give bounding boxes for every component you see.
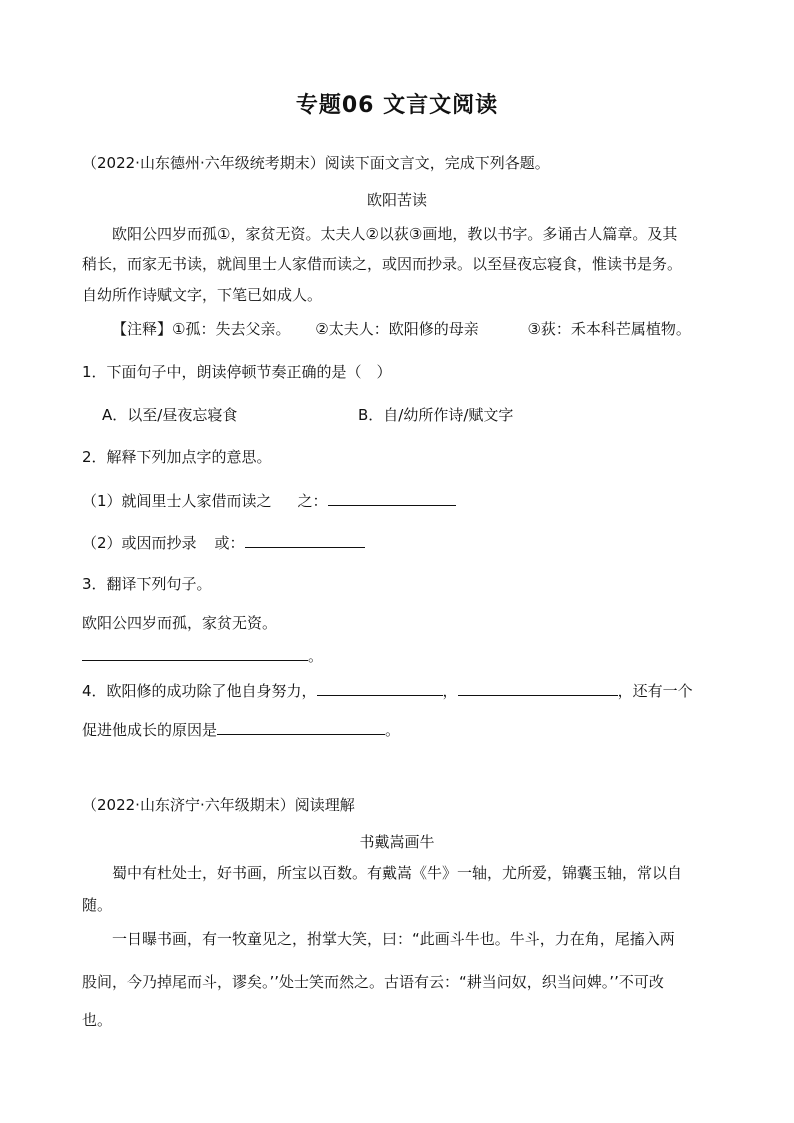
answer-blank[interactable] <box>328 489 456 506</box>
note-item: ①孤：失去父亲。 <box>172 320 291 338</box>
question-2-item-2 <box>82 531 734 554</box>
question-3-answer <box>82 644 734 667</box>
item-word: 或： <box>214 534 245 552</box>
note-item: ②太夫人：欧阳修的母亲 <box>315 320 479 338</box>
item-text: （1）就闾里士人家借而读之 <box>82 492 272 510</box>
answer-blank[interactable] <box>217 718 385 735</box>
section1-passage-line: 稍长，而家无书读，就闾里士人家借而读之，或因而抄录。以至昼夜忘寝食，惟读书是务。 <box>82 255 683 273</box>
question-2-item-1 <box>82 489 734 512</box>
option-b: B．自/幼所作诗/赋文字 <box>358 406 514 424</box>
section2-passage-title: 书戴嵩画牛 <box>359 833 435 851</box>
section2-passage-line: 股间，今乃掉尾而斗，谬矣。’’处士笑而然之。古语有云：“耕当问奴，织当问婢。’’不可改 <box>82 973 664 991</box>
question-3-sentence: 欧阳公四岁而孤，家贫无资。 <box>82 614 278 632</box>
section2-intro: （2022·山东济宁·六年级期末）阅读理解 <box>82 796 355 814</box>
period: 。 <box>385 721 401 739</box>
question-4-line-1 <box>82 679 734 702</box>
note-label: 【注释】 <box>112 320 173 338</box>
page-title: 专题06 文言文阅读 <box>295 93 499 118</box>
section1-intro: （2022·山东德州·六年级统考期末）阅读下面文言文，完成下列各题。 <box>82 154 550 172</box>
section2-passage-line: 一日曝书画，有一牧童见之，拊掌大笑，曰：“此画斗牛也。牛斗，力在角，尾搐入两 <box>112 930 675 948</box>
question-4-text: 促进他成长的原因是 <box>82 721 218 739</box>
section1-passage-title: 欧阳苦读 <box>366 191 427 209</box>
period: 。 <box>308 647 324 665</box>
answer-blank[interactable] <box>317 679 443 696</box>
section1-passage-line: 自幼所作诗赋文字，下笔已如成人。 <box>82 286 323 304</box>
section2-passage-line: 蜀中有杜处士，好书画，所宝以百数。有戴嵩《牛》一轴，尤所爱，锦囊玉轴，常以自 <box>112 864 683 882</box>
question-2-stem: 2．解释下列加点字的意思。 <box>82 448 272 466</box>
section1-notes <box>112 318 734 340</box>
comma: ， <box>442 682 458 700</box>
question-4-line-2 <box>82 718 734 741</box>
answer-blank[interactable] <box>245 531 365 548</box>
section2-passage-line: 也。 <box>82 1011 113 1029</box>
question-4-text: ，还有一个 <box>617 682 693 700</box>
section2-passage-line: 随。 <box>82 896 113 914</box>
question-3-stem: 3．翻译下列句子。 <box>82 575 212 593</box>
answer-blank[interactable] <box>458 679 618 696</box>
option-a: A．以至/昼夜忘寝食 <box>102 406 238 424</box>
question-1-stem: 1．下面句子中，朗读停顿节奏正确的是（ ） <box>82 363 392 381</box>
note-item: ③荻：禾本科芒属植物。 <box>527 320 691 338</box>
question-1-options <box>102 404 734 426</box>
section1-passage-line: 欧阳公四岁而孤①，家贫无资。太夫人②以荻③画地，教以书字。多诵古人篇章。及其 <box>112 225 678 243</box>
question-4-text: 4．欧阳修的成功除了他自身努力， <box>82 682 317 700</box>
answer-blank[interactable] <box>82 644 308 661</box>
item-word: 之： <box>297 492 328 510</box>
item-text: （2）或因而抄录 <box>82 534 197 552</box>
